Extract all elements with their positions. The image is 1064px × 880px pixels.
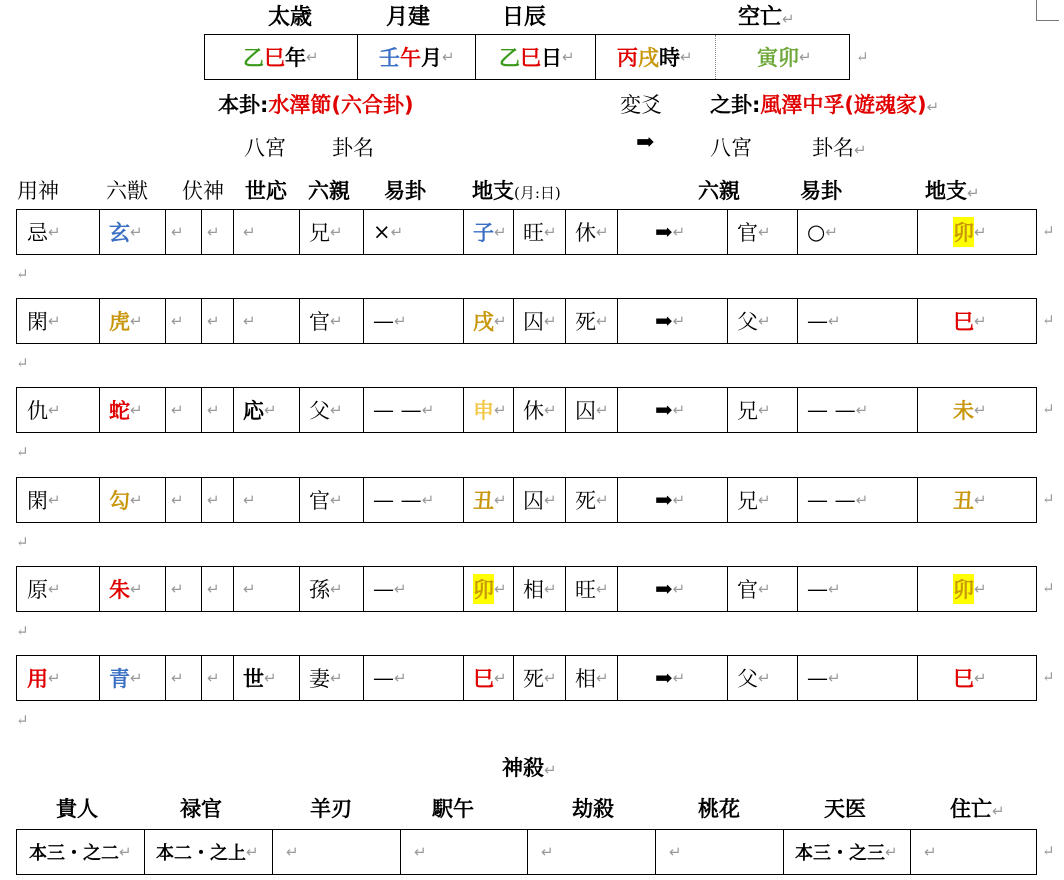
cell-branch2: 巳 ↵: [917, 656, 1038, 700]
cell-arrow: ➡ ↵: [655, 309, 686, 333]
date-table: [204, 34, 850, 80]
value-rokushin2: 官: [737, 221, 758, 245]
cell-rokushin: 兄 ↵: [299, 210, 363, 254]
value-branch: 卯: [473, 574, 494, 604]
cell-rokuju: 青 ↵: [99, 656, 165, 700]
cell-m: 囚 ↵: [513, 478, 565, 522]
cell-yojin: 用 ↵: [17, 656, 99, 700]
value-line2: — —: [807, 398, 856, 422]
yao-row: [16, 566, 1037, 612]
cell-blank: ↵: [207, 491, 220, 509]
shinsatsu-title: 神殺↵: [502, 756, 557, 780]
value-branch: 申: [473, 399, 494, 423]
yao-row: [16, 655, 1037, 701]
shinsatsu-value: ↵: [414, 843, 427, 861]
cell-branch2: 丑 ↵: [917, 478, 1038, 522]
cell-m: 旺 ↵: [513, 210, 565, 254]
value-yojin: 閑: [27, 310, 48, 334]
cell-arrow: ➡ ↵: [655, 488, 686, 512]
hour-cell: 丙 戌 時 ↵: [617, 46, 693, 70]
cell-blank: ↵: [207, 580, 220, 598]
cell-d: 死 ↵: [565, 478, 617, 522]
cell-arrow: ➡ ↵: [655, 577, 686, 601]
value-yojin: 用: [27, 667, 48, 691]
cell-branch: 巳 ↵: [463, 656, 513, 700]
cell-seio: 応 ↵: [233, 388, 299, 432]
col-chishi: 地支(月:日): [472, 178, 561, 203]
cell-blank: ↵: [207, 312, 220, 330]
cell-arrow: ➡ ↵: [655, 398, 686, 422]
cell-rokushin2: 官 ↵: [727, 210, 797, 254]
value-branch2: 丑: [953, 489, 974, 513]
cell-blank: ↵: [207, 223, 220, 241]
col-rokuju: 六獣: [106, 179, 148, 203]
value-line: —: [373, 309, 394, 333]
cell-rokuju: 蛇 ↵: [99, 388, 165, 432]
value-line2: —: [807, 577, 828, 601]
value-rokushin2: 兄: [737, 489, 758, 513]
cell-arrow: ➡ ↵: [655, 220, 686, 244]
value-rokuju: 勾: [109, 489, 130, 513]
value-m: 休: [523, 399, 544, 423]
cell-line: — — ↵: [373, 488, 435, 512]
col-rokushin: 六親: [308, 178, 350, 203]
cell-yojin: 閑 ↵: [17, 478, 99, 522]
shinsatsu-header: 貴人: [56, 796, 98, 821]
cell-line: — — ↵: [373, 398, 435, 422]
cell-m: 相 ↵: [513, 567, 565, 611]
kubo-cell: 寅卯 ↵: [757, 46, 812, 70]
cell-rokushin2: 父 ↵: [727, 299, 797, 343]
value-line2: —: [807, 309, 828, 333]
value-rokuju: 玄: [109, 221, 130, 245]
cell-line: — ↵: [373, 309, 407, 333]
shinsatsu-header: 劫殺: [572, 796, 614, 821]
yao-row: [16, 387, 1037, 433]
cell-yojin: 忌 ↵: [17, 210, 99, 254]
value-m: 囚: [523, 310, 544, 334]
cell-branch2: 未 ↵: [917, 388, 1038, 432]
cell-m: 死 ↵: [513, 656, 565, 700]
value-d: 休: [575, 221, 596, 245]
value-branch2: 巳: [953, 310, 974, 334]
cell-rokuju: 虎 ↵: [99, 299, 165, 343]
year-cell: 乙 巳 年 ↵: [243, 46, 319, 70]
value-arrow: ➡: [655, 488, 673, 512]
value-seio: 応: [243, 399, 264, 423]
cell-rokuju: 朱 ↵: [99, 567, 165, 611]
value-line: ×: [373, 220, 391, 244]
value-d: 旺: [575, 578, 596, 602]
col-chishi-2: 地支↵: [925, 178, 980, 203]
value-d: 囚: [575, 399, 596, 423]
cell-rokuju: 勾 ↵: [99, 478, 165, 522]
cell-rokushin: 父 ↵: [299, 388, 363, 432]
value-rokushin2: 官: [737, 578, 758, 602]
cell-branch2: 卯 ↵: [917, 210, 1038, 254]
hakkyu-label-2: 八宮: [710, 136, 752, 160]
value-rokushin2: 父: [737, 667, 758, 691]
cell-line2: — ↵: [807, 309, 841, 333]
value-yojin: 仇: [27, 399, 48, 423]
value-arrow: ➡: [655, 309, 673, 333]
value-m: 相: [523, 578, 544, 602]
cell-line: — ↵: [373, 666, 407, 690]
col-rokushin-2: 六親: [698, 178, 740, 203]
value-line: — —: [373, 398, 422, 422]
shinsatsu-table: [16, 829, 1037, 875]
value-d: 相: [575, 667, 596, 691]
cell-branch: 丑 ↵: [463, 478, 513, 522]
value-arrow: ➡: [655, 577, 673, 601]
cell-branch: 戌 ↵: [463, 299, 513, 343]
col-fukushin: 伏神: [182, 179, 224, 203]
cell-rokushin: 妻 ↵: [299, 656, 363, 700]
value-yojin: 閑: [27, 489, 48, 513]
cell-rokushin: 官 ↵: [299, 299, 363, 343]
col-yojin: 用神: [17, 179, 59, 203]
cell-seio: ↵: [243, 491, 256, 509]
cell-rokushin2: 兄 ↵: [727, 478, 797, 522]
shinsatsu-value: 本三・之三 ↵: [795, 843, 898, 864]
cell-d: 囚 ↵: [565, 388, 617, 432]
value-d: 死: [575, 489, 596, 513]
cell-m: 休 ↵: [513, 388, 565, 432]
cell-rokushin: 官 ↵: [299, 478, 363, 522]
value-line2: ○: [807, 220, 826, 244]
cell-line2: — — ↵: [807, 488, 869, 512]
col-ekika-2: 易卦: [800, 178, 842, 203]
shinsatsu-value: ↵: [669, 843, 682, 861]
value-branch: 戌: [473, 310, 494, 334]
shinsatsu-header: 天医: [824, 796, 866, 821]
cell-blank: ↵: [171, 401, 184, 419]
change-label: 変爻: [620, 93, 662, 117]
value-branch2: 卯: [953, 217, 974, 247]
label-getsuken: 月建: [386, 5, 431, 30]
value-arrow: ➡: [655, 666, 673, 690]
cell-blank: ↵: [171, 223, 184, 241]
cell-branch2: 巳 ↵: [917, 299, 1038, 343]
col-ekika: 易卦: [384, 178, 426, 203]
hakkyu-label: 八宮: [244, 136, 286, 160]
shinsatsu-header: 禄官: [180, 796, 222, 821]
cell-branch: 子 ↵: [463, 210, 513, 254]
cell-blank: ↵: [171, 312, 184, 330]
cell-arrow: ➡ ↵: [655, 666, 686, 690]
cell-seio: 世 ↵: [233, 656, 299, 700]
shinsatsu-value: ↵: [541, 843, 554, 861]
cell-line2: — — ↵: [807, 398, 869, 422]
cell-line2: — ↵: [807, 666, 841, 690]
value-rokushin2: 兄: [737, 399, 758, 423]
cell-rokushin: 孫 ↵: [299, 567, 363, 611]
shinsatsu-header: 羊刃: [310, 796, 352, 821]
cell-rokushin2: 官 ↵: [727, 567, 797, 611]
value-m: 囚: [523, 489, 544, 513]
yao-row: [16, 477, 1037, 523]
value-seio: 世: [243, 667, 264, 691]
month-cell: 壬 午 月 ↵: [379, 46, 455, 70]
shinsatsu-value: 本三・之二 ↵: [29, 843, 132, 864]
cell-d: 旺 ↵: [565, 567, 617, 611]
cell-line: — ↵: [373, 577, 407, 601]
value-yojin: 忌: [27, 221, 48, 245]
cell-rokushin2: 父 ↵: [727, 656, 797, 700]
cell-branch: 申 ↵: [463, 388, 513, 432]
value-m: 死: [523, 667, 544, 691]
cell-blank: ↵: [171, 491, 184, 509]
shinsatsu-header: 駅午: [432, 796, 474, 821]
value-rokushin: 官: [309, 489, 330, 513]
value-rokushin: 妻: [309, 667, 330, 691]
cell-m: 囚 ↵: [513, 299, 565, 343]
cell-blank: ↵: [171, 580, 184, 598]
cell-yojin: 閑 ↵: [17, 299, 99, 343]
value-branch: 巳: [473, 667, 494, 691]
value-line: —: [373, 666, 394, 690]
cell-seio: ↵: [243, 223, 256, 241]
value-rokuju: 虎: [109, 310, 130, 334]
cell-d: 休 ↵: [565, 210, 617, 254]
kamei-label: 卦名: [332, 136, 374, 160]
value-arrow: ➡: [655, 398, 673, 422]
cell-rokuju: 玄 ↵: [99, 210, 165, 254]
value-line2: —: [807, 666, 828, 690]
result-hexagram: 之卦:風澤中孚(遊魂家)↵: [710, 93, 940, 117]
value-line: — —: [373, 488, 422, 512]
value-branch2: 未: [953, 399, 974, 423]
shinsatsu-header: 住亡↵: [950, 796, 1005, 821]
main-hexagram: 本卦:水澤節(六合卦): [218, 93, 414, 117]
shinsatsu-value: ↵: [924, 843, 937, 861]
shinsatsu-value: 本二・之上 ↵: [156, 843, 259, 864]
yao-row: [16, 209, 1037, 255]
cell-d: 死 ↵: [565, 299, 617, 343]
cell-seio: ↵: [243, 580, 256, 598]
arrow-icon: ➡: [636, 130, 655, 155]
value-rokushin2: 父: [737, 310, 758, 334]
cell-line2: ○ ↵: [807, 220, 838, 244]
shinsatsu-header: 桃花: [698, 796, 740, 821]
value-yojin: 原: [27, 578, 48, 602]
value-rokuju: 朱: [109, 578, 130, 602]
cell-d: 相 ↵: [565, 656, 617, 700]
col-seio: 世応: [245, 178, 287, 203]
cell-rokushin2: 兄 ↵: [727, 388, 797, 432]
kamei-label-2: 卦名↵: [812, 136, 867, 160]
value-arrow: ➡: [655, 220, 673, 244]
value-branch: 子: [473, 221, 494, 245]
value-line2: — —: [807, 488, 856, 512]
day-cell: 乙 巳 日 ↵: [499, 46, 575, 70]
cell-branch2: 卯 ↵: [917, 567, 1038, 611]
label-taisai: 太歳: [268, 5, 313, 30]
value-branch2: 巳: [953, 667, 974, 691]
value-rokushin: 官: [309, 310, 330, 334]
label-kubo: 空亡↵: [738, 5, 795, 30]
value-rokuju: 青: [109, 667, 130, 691]
yao-row: [16, 298, 1037, 344]
value-m: 旺: [523, 221, 544, 245]
value-rokuju: 蛇: [109, 399, 130, 423]
cell-line: × ↵: [373, 220, 404, 244]
cell-seio: ↵: [243, 312, 256, 330]
value-line: —: [373, 577, 394, 601]
value-branch2: 卯: [953, 574, 974, 604]
cell-blank: ↵: [171, 669, 184, 687]
cell-branch: 卯 ↵: [463, 567, 513, 611]
value-rokushin: 孫: [309, 578, 330, 602]
shinsatsu-value: ↵: [286, 843, 299, 861]
value-d: 死: [575, 310, 596, 334]
value-rokushin: 兄: [309, 221, 330, 245]
page-corner-mark: [1036, 0, 1059, 21]
value-branch: 丑: [473, 489, 494, 513]
cell-blank: ↵: [207, 669, 220, 687]
cell-yojin: 仇 ↵: [17, 388, 99, 432]
cell-line2: — ↵: [807, 577, 841, 601]
label-nisshin: 日辰: [502, 5, 547, 30]
value-rokushin: 父: [309, 399, 330, 423]
cell-yojin: 原 ↵: [17, 567, 99, 611]
cell-blank: ↵: [207, 401, 220, 419]
